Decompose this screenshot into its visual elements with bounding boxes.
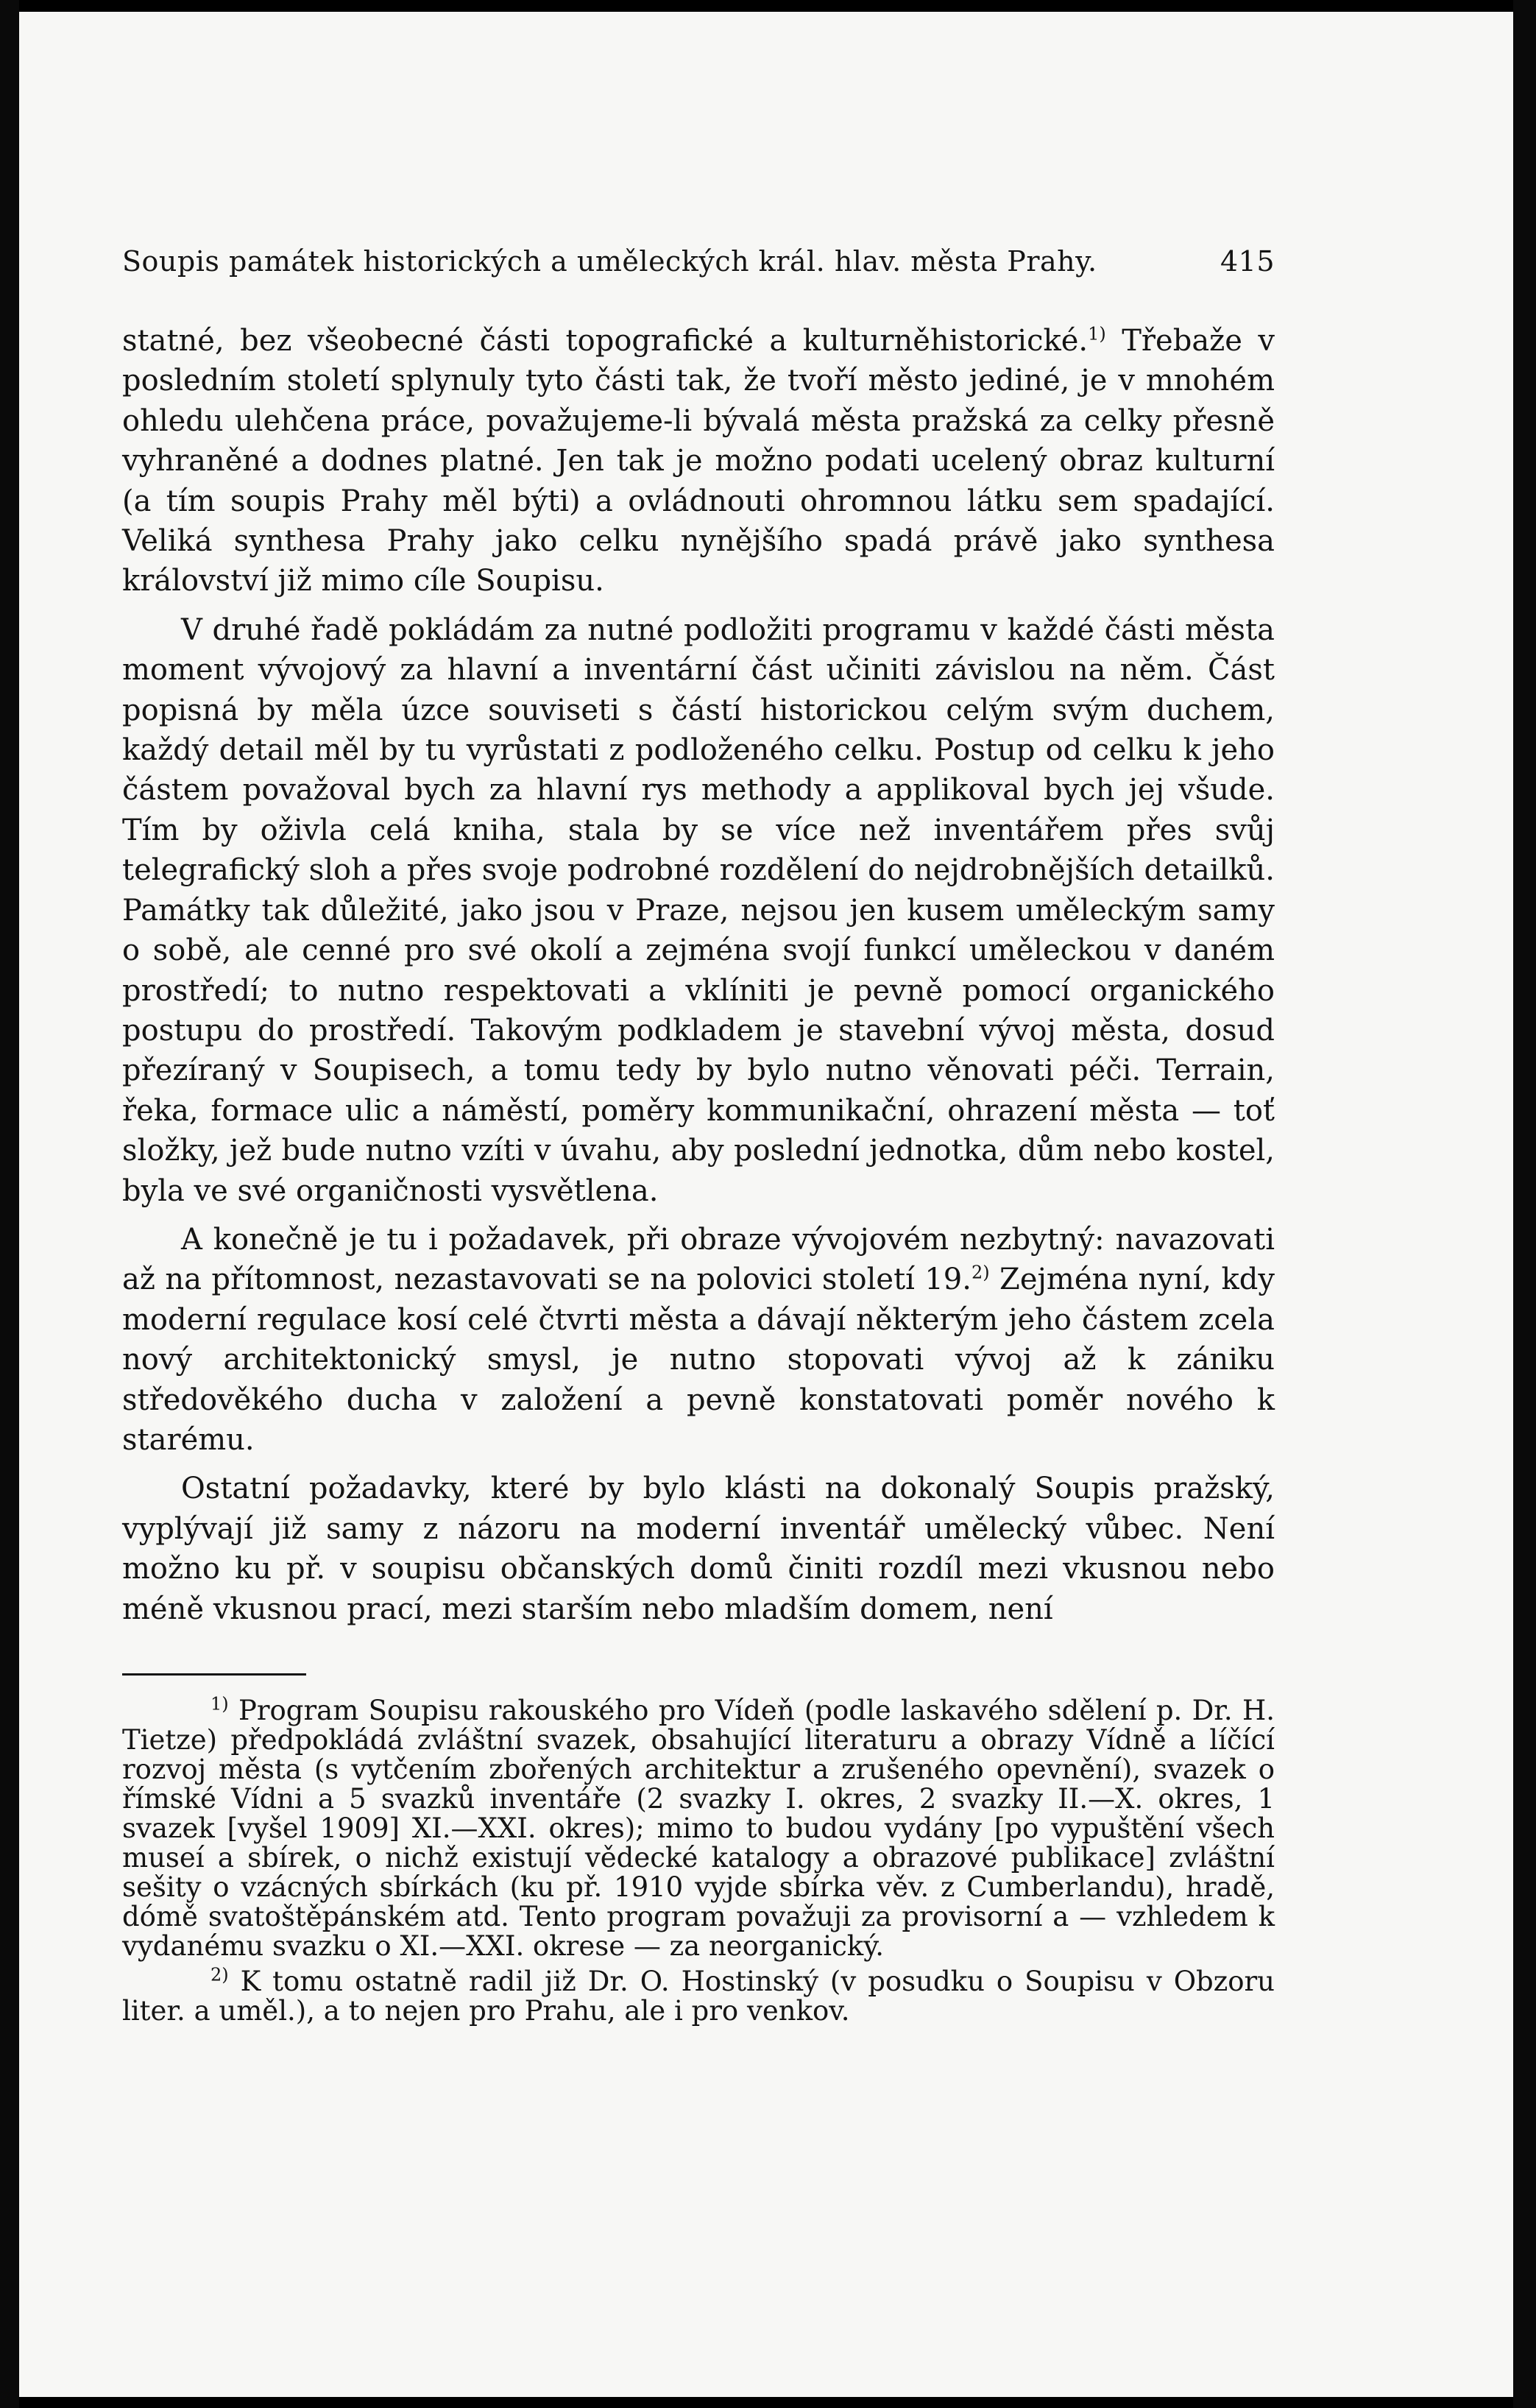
footnote-ref: 2) bbox=[971, 1263, 990, 1284]
book-page bbox=[19, 12, 1513, 2397]
running-header-title: Soupis památek historických a uměleckých král. hlav. města Prahy. bbox=[122, 245, 1097, 278]
footnote-ref: 1) bbox=[1088, 323, 1106, 345]
paragraph: V druhé řadě pokládám za nutné podložiti programu v každé části města moment vývojový za hlavní a inventární část učiniti závislou na něm. Část popisná by měla úzce souviseti s částí historickou celým svým duchem, každý detail měl by tu vyrůstati z podloženého celku. Postup od celku k jeho částem považoval bych za hlavní rys methody a applikoval bych jej všude. Tím by oživla celá kniha, stala by se více než inventářem přes svůj telegrafický sloh a přes svoje podrobné rozdělení do nejdrobnějších detailků. Památky tak důležité, jako jsou v Praze, nejsou jen kusem uměleckým samy o sobě, ale cenné pro své okolí a zejména svojí funkcí uměleckou v daném prostředí; to nutno respektovati a vklíniti je pevně pomocí organického postupu do prostředí. Takovým podkladem je stavební vývoj města, dosud přezíraný v Soupisech, a tomu tedy by bylo nutno věnovati péči. Terrain, řeka, formace ulic a náměstí, poměry kommunikační, ohrazení města — toť složky, jež bude nutno vzíti v úvahu, aby poslední jednotka, dům nebo kostel, byla ve své organičnosti vysvětlena. bbox=[122, 612, 1275, 1208]
paragraph-text: Třebaže v posledním století splynuly tyto části tak, že tvoří město jediné, je v mnohém ohledu ulehčena práce, považujeme-li bývalá města pražská za celky přesně vyhraněné a dodnes platné. Jen tak je možno podati ucelený obraz kulturní (a tím soupis Prahy měl býti) a ovládnouti ohromnou látku sem spadající. Veliká synthesa Prahy jako celku nynějšího spadá právě jako synthesa království již mimo cíle Soupisu. bbox=[122, 324, 1275, 599]
footnote-text: K tomu ostatně radil již Dr. O. Hostinský (v posudku o Soupisu v Obzoru liter. a uměl.), a to nejen pro Prahu, ale i pro venkov. bbox=[122, 1966, 1275, 2027]
footnote-text: Program Soupisu rakouského pro Vídeň (podle laskavého sdělení p. Dr. H. Tietze) předpokládá zvláštní svazek, obsahující literaturu a obrazy Vídně a líčící rozvoj města (s vytčením zbořených architektur a zrušeného opevnění), svazek o římské Vídni a 5 svazků inventáře (2 svazky I. okres, 2 svazky II.—X. okres, 1 svazek [vyšel 1909] XI.—XXI. okres); mimo to budou vydány [po vypuštění všech museí a sbírek, o nichž existují vědecké katalogy a obrazové publikace] zvláštní sešity o vzácných sbírkách (ku př. 1910 vyjde sbírka věv. z Cumberlandu), hradě, dómě svatoštěpánském atd. Tento program považuji za provisorní a — vzhledem k vydanému svazku o XI.—XXI. okrese — za neorganický. bbox=[122, 1695, 1275, 1962]
footnote-mark: 1) bbox=[210, 1693, 229, 1715]
footnote-separator bbox=[122, 1673, 306, 1676]
paragraph-text: Zejména nyní, kdy moderní regulace kosí celé čtvrti města a dávají některým jeho částem zcela nový architektonický smysl, je nutno stopovati vývoj až k zániku středověkého ducha v založení a pevně konstatovati poměr nového k starému. bbox=[122, 1263, 1275, 1457]
paragraph bbox=[122, 321, 1275, 601]
paragraph: Ostatní požadavky, které by bylo klásti na dokonalý Soupis pražský, vyplývají již samy z názoru na moderní inventář umělecký vůbec. Není možno ku př. v soupisu občanských domů činiti rozdíl mezi vkusnou nebo méně vkusnou prací, mezi starším nebo mladším domem, není bbox=[122, 1472, 1275, 1626]
paragraph-text: statné, bez všeobecné části topografické a kulturněhistorické. bbox=[122, 324, 1089, 358]
running-header bbox=[122, 244, 1275, 278]
scan-edge-left bbox=[0, 0, 19, 2408]
scan-edge-right bbox=[1513, 0, 1536, 2408]
body-text bbox=[122, 321, 1275, 1629]
paragraph-text: A konečně je tu i požadavek, při obraze vývojovém nezbytný: navazovati až na přítomnost, nezastavovati se na polovici století 19. bbox=[122, 1222, 1275, 1297]
page-number: 415 bbox=[1220, 245, 1275, 278]
footnote bbox=[122, 1964, 1275, 2027]
footnote bbox=[122, 1693, 1275, 1962]
footnote-mark: 2) bbox=[210, 1964, 229, 1985]
footnotes bbox=[122, 1693, 1275, 2027]
paragraph bbox=[122, 1220, 1275, 1460]
page-content bbox=[122, 244, 1275, 2032]
